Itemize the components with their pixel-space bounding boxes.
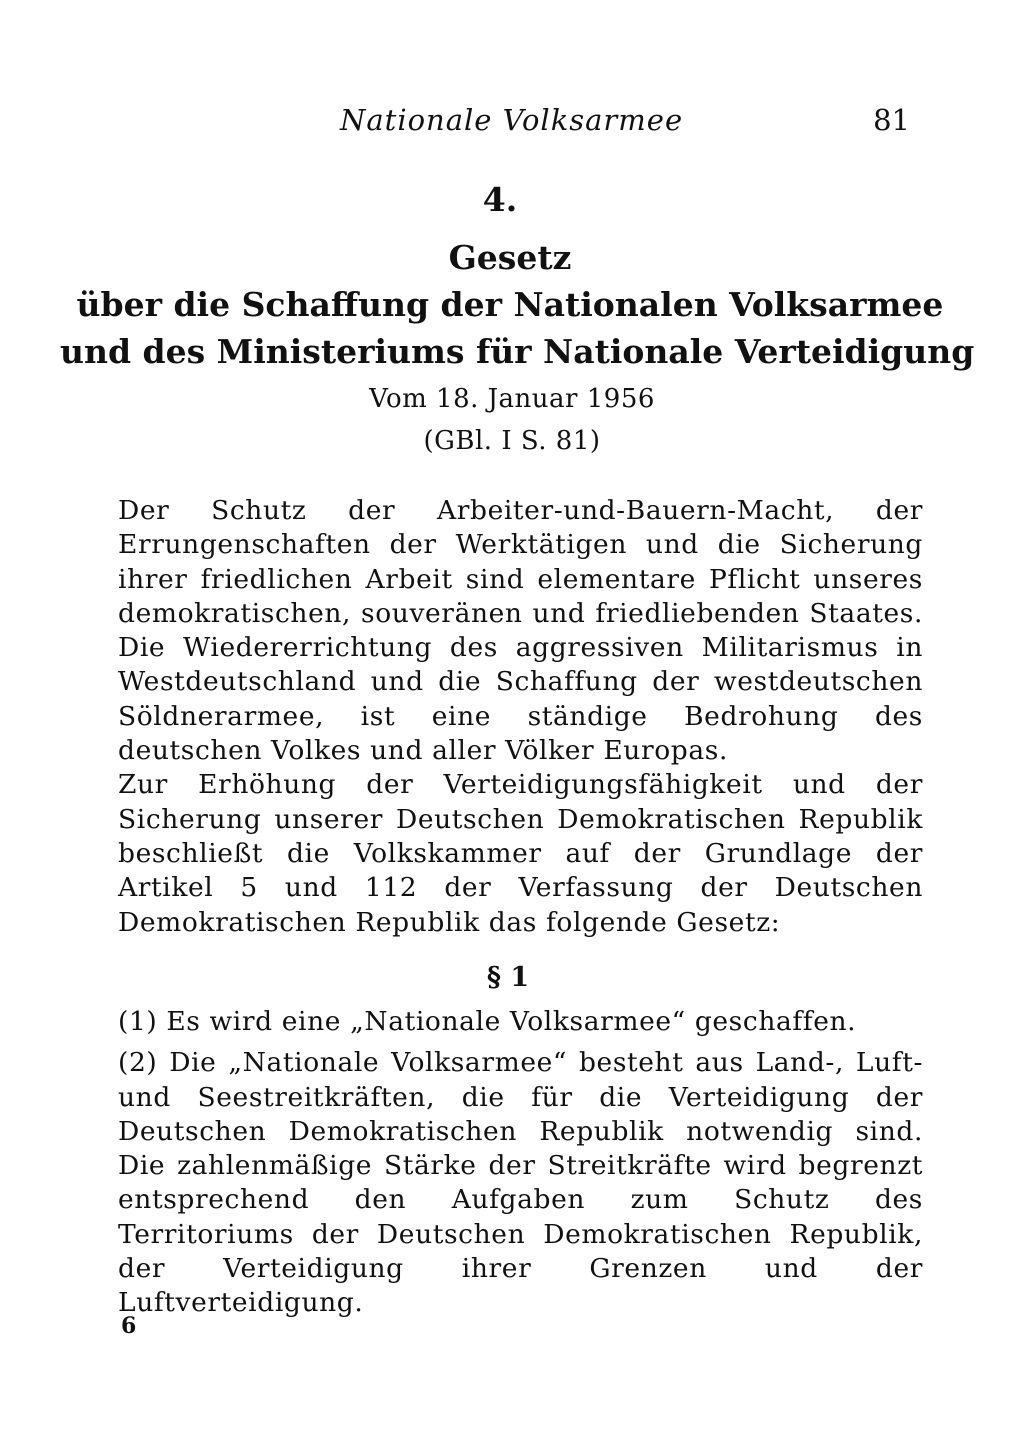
page-number: 81 [873,103,910,137]
law-citation: (GBl. I S. 81) [423,426,601,456]
law-date-block [0,378,1024,462]
preamble-paragraph: Zur Erhöhung der Verteidigungsfähigkeit und der Sicherung unserer Deutschen Demokratischen Republik beschließt die Volkskammer auf der Grundlage der Artikel 5 und 112 der Verfassung der Deutschen Demokratischen Republik das folgende Gesetz: [118,769,923,938]
law-title-line: Gesetz [448,238,572,277]
preamble-paragraph: Der Schutz der Arbeiter-und-Bauern-Macht, der Errungenschaften der Werktätigen und die Sicherung ihrer friedlichen Arbeit sind elementare Pflicht unseres demokratischen, souveränen und friedliebenden Staates. Die Wiedererrichtung des aggressiven Militarismus in Westdeutschland und die Schaffung der westdeutschen Söldnerarmee, ist eine ständige Bedrohung des deutschen Volkes und aller Völker Europas. [118,495,923,767]
law-title-line: und des Ministeriums für Nationale Verteidigung [60,332,975,371]
section-heading [0,962,1024,993]
section-paragraph: (2) Die „Nationale Volksarmee“ besteht aus Land-, Luft- und Seestreitkräften, die für die Verteidigung der Deutschen Demokratischen Republik notwendig sind. Die zahlenmäßige Stärke der Streitkräfte wird begrenzt entsprechend den Aufgaben zum Schutz des Territoriums der Deutschen Demokratischen Republik, der Verteidigung ihrer Grenzen und der Luftverteidigung. [118,1047,923,1319]
section-paragraph: (1) Es wird eine „Nationale Volksarmee“ geschaffen. [118,1006,857,1037]
signature-mark: 6 [121,1313,137,1339]
law-date: Vom 18. Januar 1956 [369,384,655,414]
section-paragraphs [118,1005,923,1321]
law-title-line: über die Schaffung der Nationalen Volksarmee [76,285,944,324]
running-head [340,103,910,147]
section-mark: § 1 [486,962,530,993]
law-number [0,180,1024,219]
law-number-text: 4. [482,180,518,219]
law-title [60,234,975,375]
preamble [118,494,923,940]
running-title: Nationale Volksarmee [340,103,684,137]
